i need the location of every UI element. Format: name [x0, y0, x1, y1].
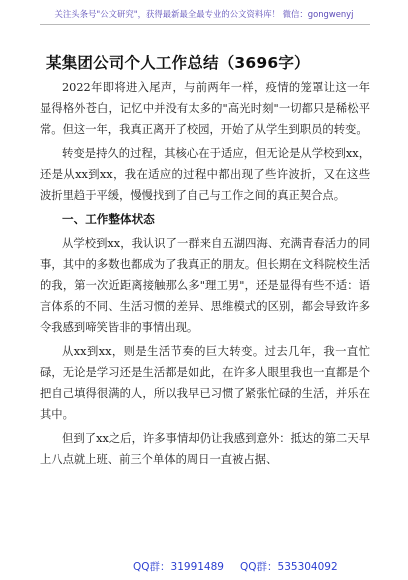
header-note: 关注头条号"公文研究"，获得最新最全最专业的公文资料库！ 微信：gongwenyj: [54, 9, 354, 19]
footer-qq-group-1: QQ群：31991489: [133, 561, 224, 573]
document-body: [40, 77, 370, 470]
document-title: 某集团公司个人工作总结（3696字）: [46, 54, 310, 72]
body-paragraph: 从xx到xx，则是生活节奏的巨大转变。过去几年，我一直忙碌，无论是学习还是生活都是如此，在许多人眼里我也一直都是个把自己填得很满的人，所以我早已习惯了紧张忙碌的生活，并乐在其中。: [40, 345, 370, 421]
body-paragraph: 从学校到xx，我认识了一群来自五湖四海、充满青春活力的同事，其中的多数也都成为了我真正的朋友。但长期在文科院校生活的我，第一次近距离接触那么多"理工男"，还是显得有些不适：语言体系的不同、生活习惯的差异、思维模式的区别，都会导致许多令我感到啼笑皆非的事情出现。: [40, 237, 370, 334]
body-paragraph: 转变是持久的过程，其核心在于适应，但无论是从学校到xx，还是从xx到xx，我在适应的过程中都出现了些许波折，又在这些波折里趋于平缓，慢慢找到了自己与工作之间的真正契合点。: [40, 147, 370, 202]
body-paragraph: 2022年即将进入尾声，与前两年一样，疫情的笼罩让这一年显得格外苍白，记忆中并没有太多的"高光时刻"一切都只是稀松平常。但这一年，我真正离开了校园，开始了从学生到职员的转变。: [40, 81, 370, 136]
section-heading: 一、工作整体状态: [62, 212, 155, 226]
header-divider: [40, 24, 370, 25]
footer-qq-group-2: QQ群：535304092: [240, 561, 338, 573]
body-paragraph: 但到了xx之后，许多事情却仍让我感到意外：抵达的第二天早上八点就上班、前三个单体的周日一直被占据、: [40, 432, 370, 466]
